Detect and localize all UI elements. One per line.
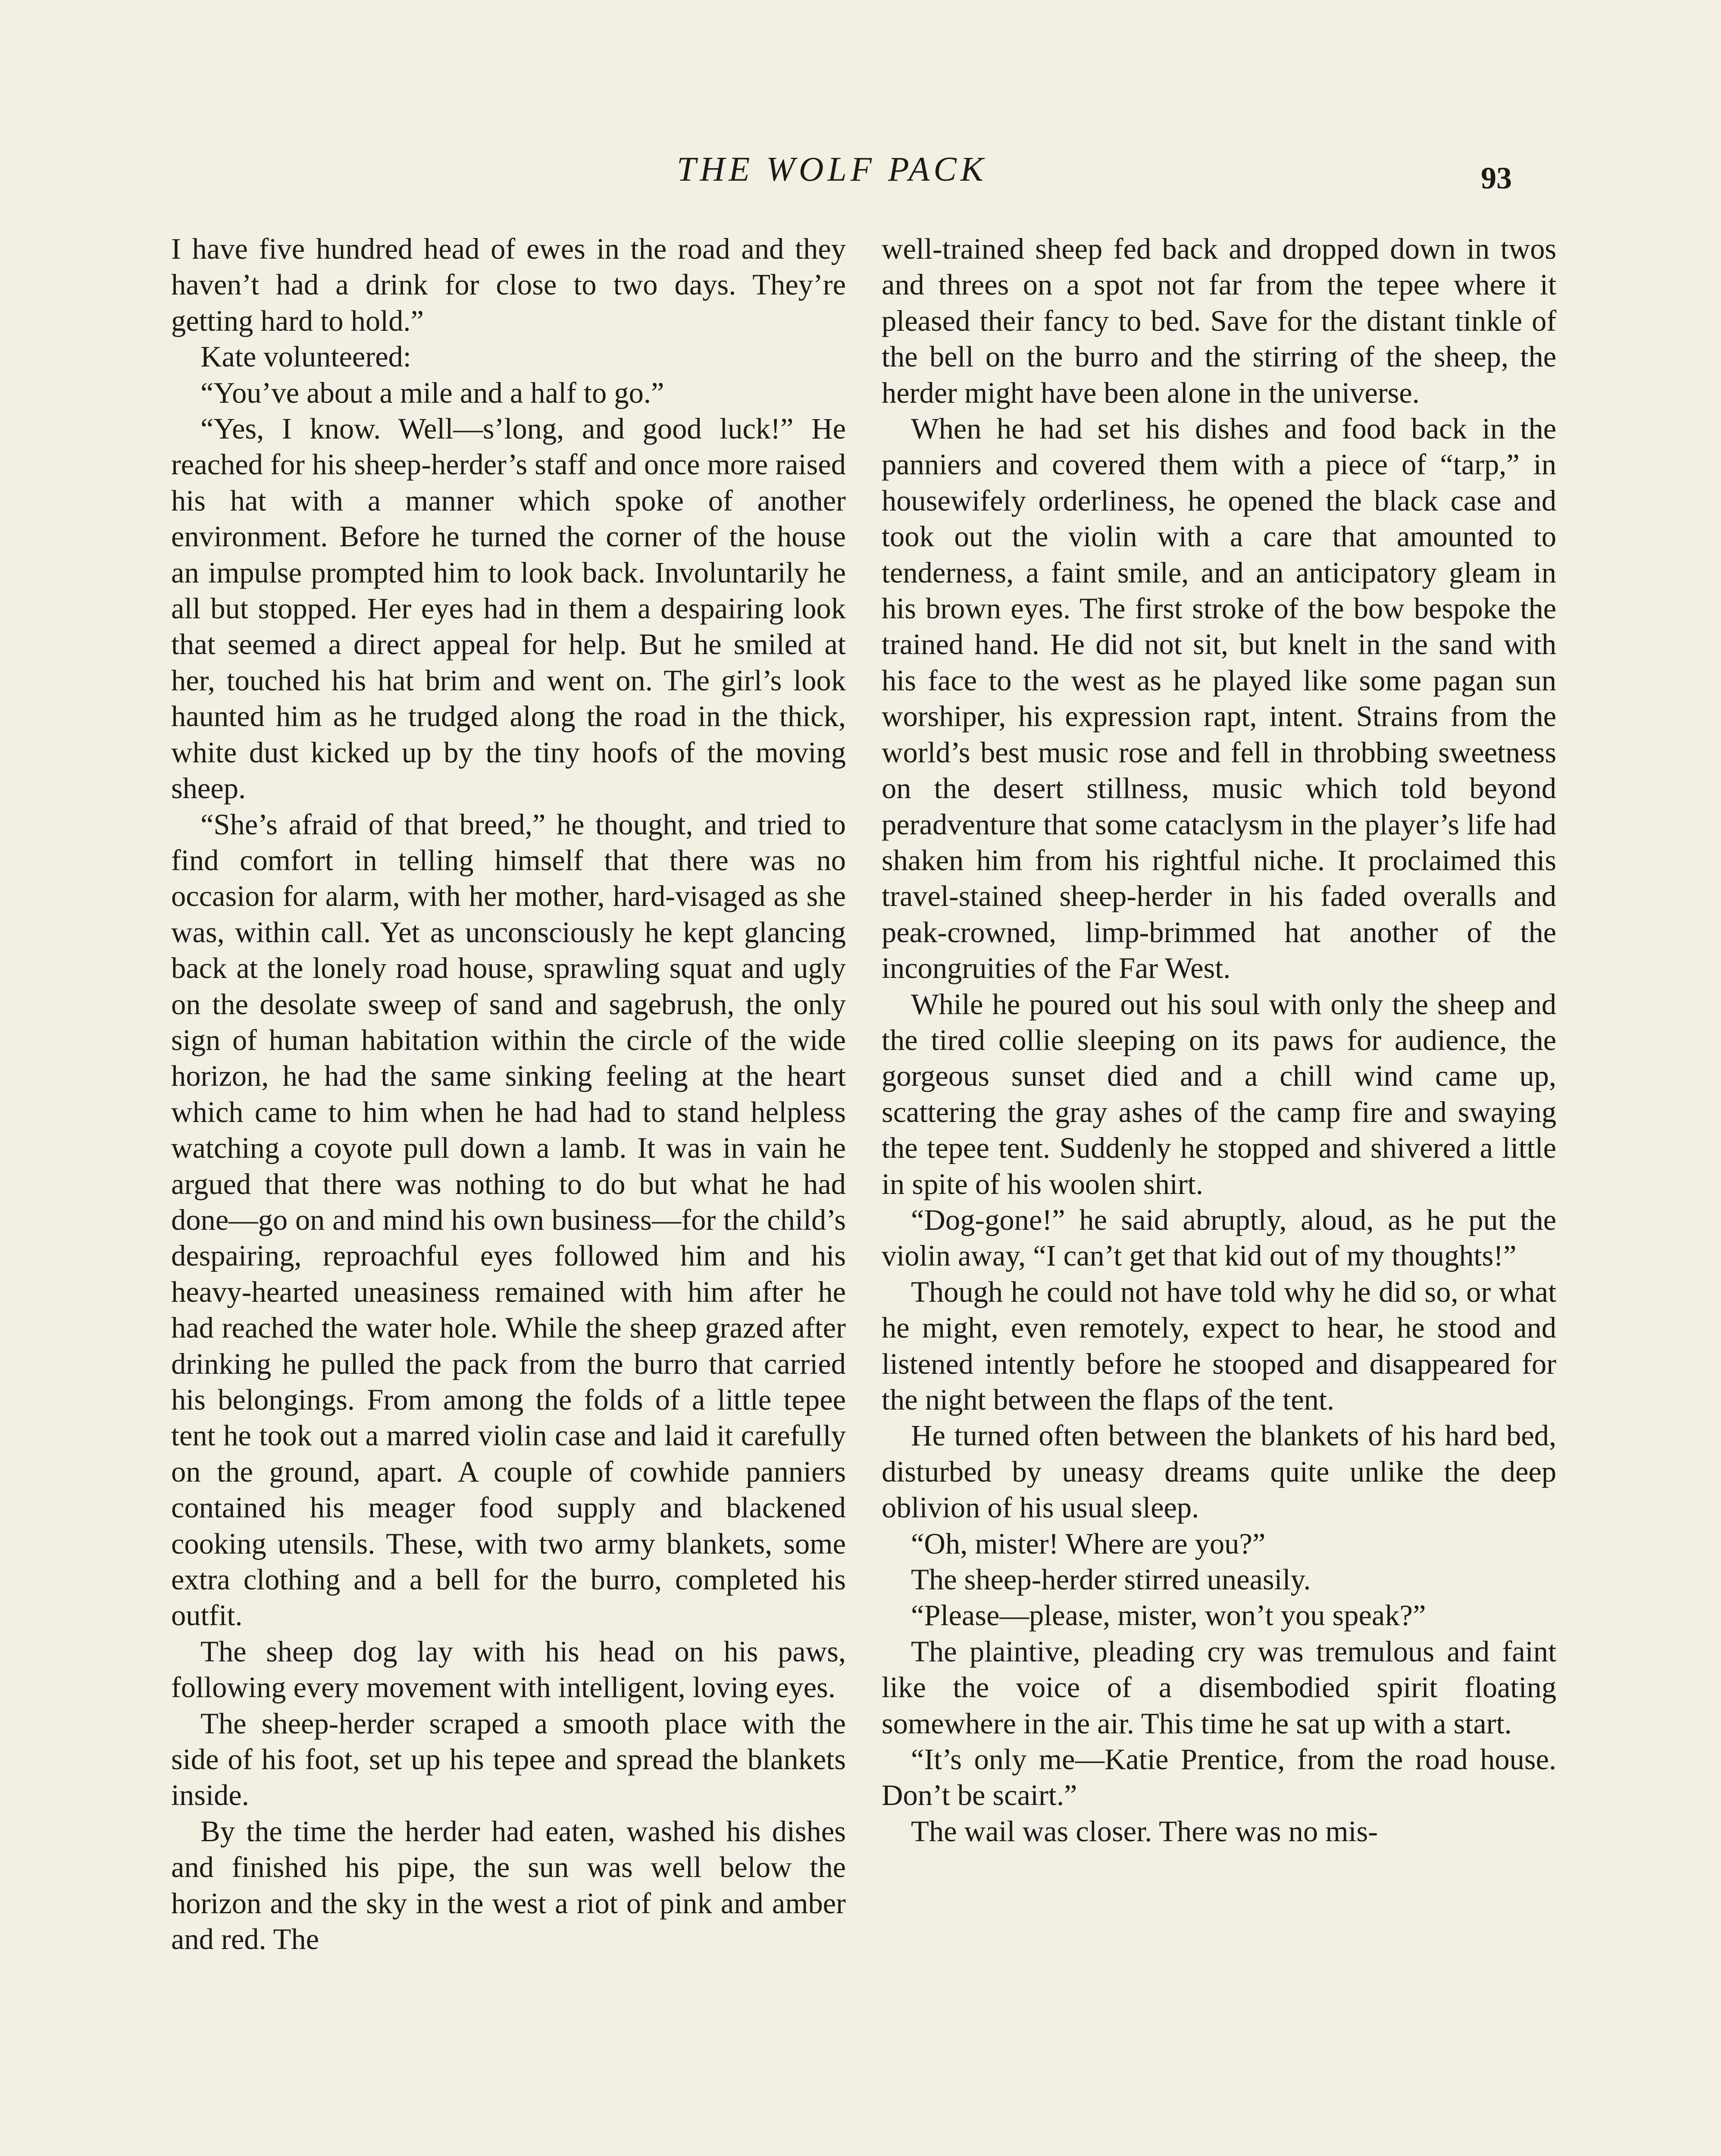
paragraph: “Yes, I know. Well—s’long, and good luck!” He reached for his sheep-herder’s staff and once more raised his hat with a manner which spoke of another environment. Before he turned the corner of the house an impulse prompted him to look back. Involuntarily he all but stopped. Her eyes had in them a despairing look that seemed a direct appeal for help. But he smiled at her, touched his hat brim and went on. The girl’s look haunted him as he trudged along the road in the thick, white dust kicked up by the tiny hoofs of the moving sheep. xyxy=(171,412,846,805)
paragraph: “It’s only me—Katie Prentice, from the road house. Don’t be scairt.” xyxy=(882,1743,1556,1812)
paragraph: The sheep dog lay with his head on his paws, following every movement with intelligent, loving eyes. xyxy=(171,1635,846,1704)
paragraph: “Please—please, mister, won’t you speak?” xyxy=(911,1599,1426,1632)
page-number: 93 xyxy=(1481,161,1512,195)
paragraph: “You’ve about a mile and a half to go.” xyxy=(200,376,664,409)
paragraph: “Dog-gone!” he said abruptly, aloud, as he put the violin away, “I can’t get that kid out of my thoughts!” xyxy=(882,1203,1556,1272)
paragraph: He turned often between the blankets of his hard bed, disturbed by uneasy dreams quite unlike the deep oblivion of his usual sleep. xyxy=(882,1419,1556,1524)
paragraph: The sheep-herder stirred uneasily. xyxy=(911,1563,1311,1596)
paragraph: well-trained sheep fed back and dropped down in twos and threes on a spot not far from the tepee where it pleased their fancy to bed. Save for the distant tinkle of the bell on the burro and the stirring of the sheep, the herder might have been alone in the universe. xyxy=(882,232,1556,409)
paragraph: The wail was closer. There was no mis- xyxy=(911,1814,1378,1848)
right-column xyxy=(882,231,1556,1849)
running-title: THE WOLF PACK xyxy=(677,150,988,188)
paragraph: Though he could not have told why he did so, or what he might, even remotely, expect to hear, he stood and listened intently before he stooped and disappeared for the night between the flaps of the tent. xyxy=(882,1275,1556,1416)
paragraph: The plaintive, pleading cry was tremulous and faint like the voice of a disembodied spirit floating somewhere in the air. This time he sat up with a start. xyxy=(882,1635,1556,1740)
paragraph: Kate volunteered: xyxy=(200,340,411,373)
left-column xyxy=(171,231,846,1958)
paragraph: The sheep-herder scraped a smooth place with the side of his foot, set up his tepee and spread the blankets inside. xyxy=(171,1707,846,1812)
paragraph: “Oh, mister! Where are you?” xyxy=(911,1527,1266,1560)
paragraph: “She’s afraid of that breed,” he thought, and tried to find comfort in telling himself that there was no occasion for alarm, with her mother, hard-visaged as she was, within call. Yet as unconsciously he kept glancing back at the lonely road house, sprawling squat and ugly on the desolate sweep of sand and sagebrush, the only sign of human habitation within the circle of the wide horizon, he had the same sinking feeling at the heart which came to him when he had had to stand helpless watching a coyote pull down a lamb. It was in vain he argued that there was nothing to do but what he had done—go on and mind his own business—for the child’s despairing, reproachful eyes followed him and his heavy-hearted uneasiness remained with him after he had reached the water hole. While the sheep grazed after drinking he pulled the pack from the burro that carried his belongings. From among the folds of a little tepee tent he took out a marred violin case and laid it carefully on the ground, apart. A couple of cowhide panniers contained his meager food supply and blackened cooking utensils. These, with two army blankets, some extra clothing and a bell for the burro, completed his outfit. xyxy=(171,808,846,1632)
paragraph: I have five hundred head of ewes in the road and they haven’t had a drink for close to two days. They’re getting hard to hold.” xyxy=(171,232,846,337)
paragraph: When he had set his dishes and food back in the panniers and covered them with a piece of “tarp,” in housewifely orderliness, he opened the black case and took out the violin with a care that amounted to tenderness, a faint smile, and an anticipatory gleam in his brown eyes. The first stroke of the bow bespoke the trained hand. He did not sit, but knelt in the sand with his face to the west as he played like some pagan sun worshiper, his expression rapt, intent. Strains from the world’s best music rose and fell in throbbing sweetness on the desert stillness, music which told beyond peradventure that some cataclysm in the player’s life had shaken him from his rightful niche. It proclaimed this travel-stained sheep-herder in his faded overalls and peak-crowned, limp-brimmed hat another of the incongruities of the Far West. xyxy=(882,412,1556,985)
paragraph: By the time the herder had eaten, washed his dishes and finished his pipe, the sun was well below the horizon and the sky in the west a riot of pink and amber and red. The xyxy=(171,1814,846,1956)
paragraph: While he poured out his soul with only the sheep and the tired collie sleeping on its paws for audience, the gorgeous sunset died and a chill wind came up, scattering the gray ashes of the camp fire and swaying the tepee tent. Suddenly he stopped and shivered a little in spite of his woolen shirt. xyxy=(882,987,1556,1200)
